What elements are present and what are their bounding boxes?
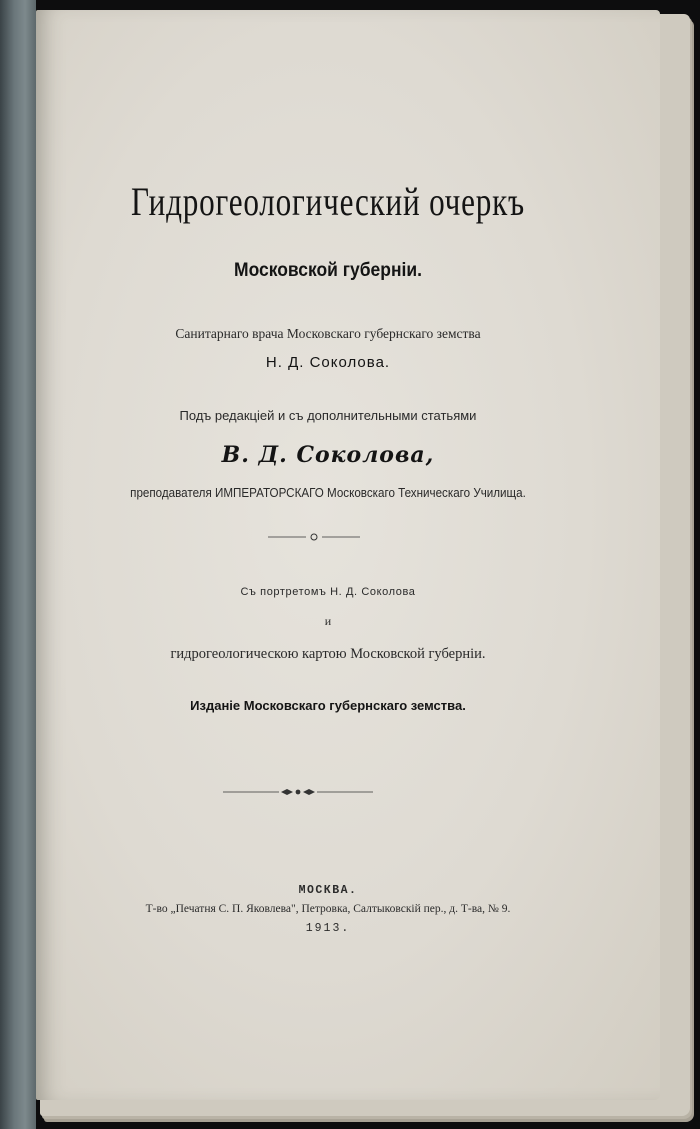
conjunction: и: [324, 614, 332, 628]
map-line: гидрогеологическою картою Московской губерніи.: [170, 646, 486, 662]
author-role: Санитарнаго врача Московскаго губернскаго земства: [175, 326, 481, 341]
publisher-line: Изданіе Московскаго губернскаго земства.: [190, 698, 466, 713]
book-title: Гидрогеологический очеркъ: [131, 179, 525, 224]
imprint-printer: Т-во „Печатня С. П. Яковлева", Петровка, Салтыковскій пер., д. Т-ва, № 9.: [145, 903, 511, 915]
editor-role: преподавателя ИМПЕРАТОРСКАГО Московскаго Техническаго Училища.: [130, 486, 526, 500]
title-page: [36, 10, 660, 1100]
divider-ornament-bottom: [223, 786, 373, 798]
imprint-year: 1913.: [305, 922, 351, 935]
book-subtitle: Московской губерніи.: [234, 260, 422, 281]
author-name: Н. Д. Соколова.: [265, 354, 391, 371]
editor-name: В. Д. Соколова,: [221, 442, 435, 468]
imprint-city: МОСКВА.: [298, 884, 358, 897]
divider-ornament-top: [268, 532, 360, 542]
binding-board: [0, 0, 36, 1129]
editor-intro: Подъ редакціей и съ дополнительными статьями: [179, 408, 477, 423]
portrait-line: Съ портретомъ Н. Д. Соколова: [240, 586, 416, 598]
